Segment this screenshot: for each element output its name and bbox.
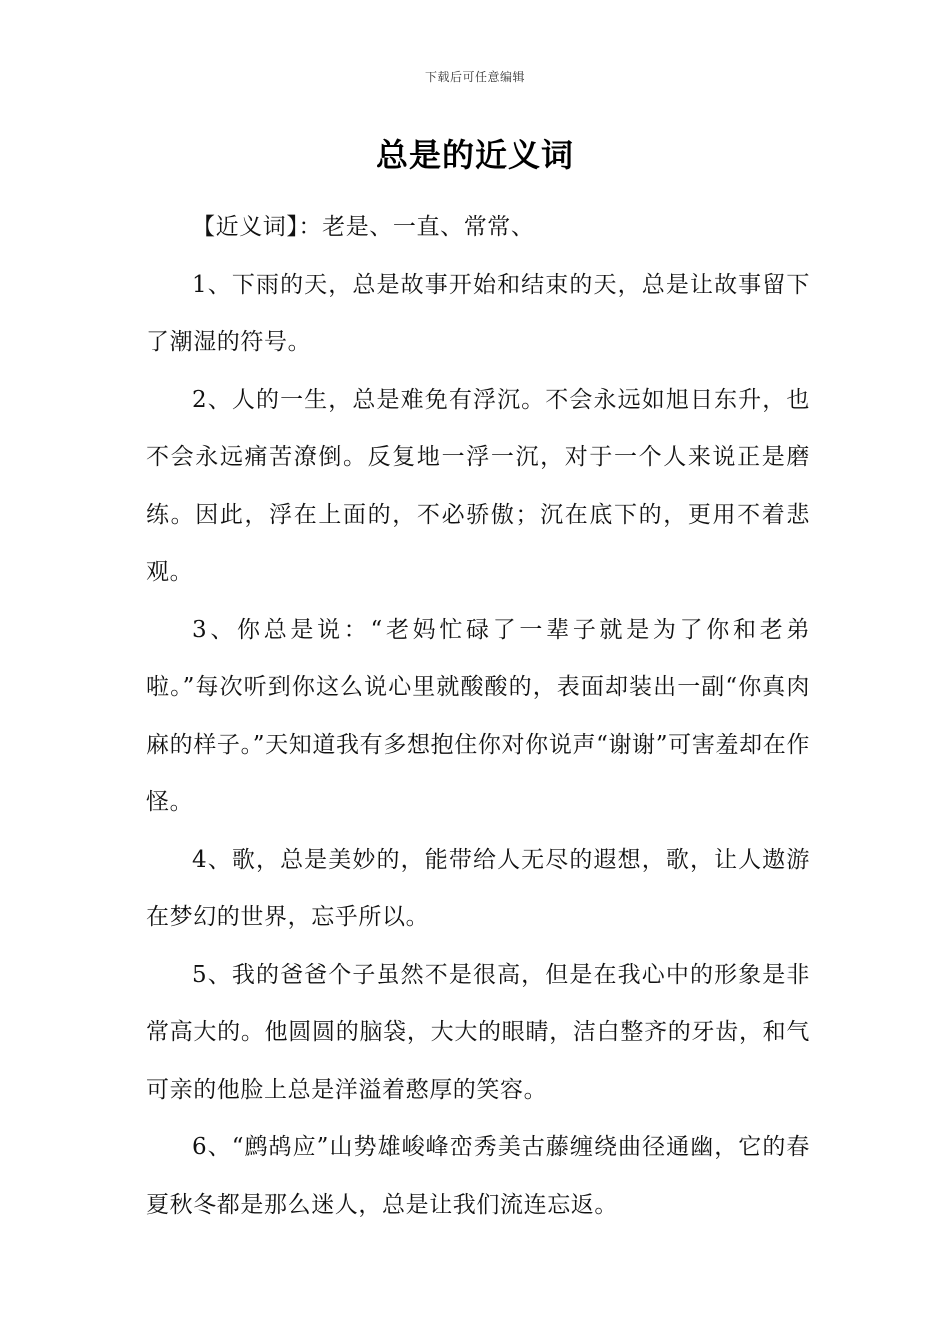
document-body — [146, 199, 810, 1234]
paragraph-example-4: 4、歌，总是美妙的，能带给人无尽的遐想，歌，让人遨游在梦幻的世界，忘乎所以。 — [146, 846, 810, 930]
paragraph-example-2: 2、人的一生，总是难免有浮沉。不会永远如旭日东升，也不会永远痛苦潦倒。反复地一浮一沉，对于一个人来说正是磨练。因此，浮在上面的，不必骄傲；沉在底下的，更用不着悲观。 — [146, 386, 810, 585]
paragraph-synonyms: 【近义词】：老是、一直、常常、 — [192, 214, 535, 240]
paragraph-example-3: 3、你总是说：“老妈忙碌了一辈子就是为了你和老弟啦。”每次听到你这么说心里就酸酸的，表面却装出一副“你真肉麻的样子。”天知道我有多想抱住你对你说声“谢谢”可害羞却在作怪。 — [146, 616, 810, 815]
document-title: 总是的近义词 — [375, 136, 574, 174]
paragraph-example-5: 5、我的爸爸个子虽然不是很高，但是在我心中的形象是非常高大的。他圆圆的脑袋，大大的眼睛，洁白整齐的牙齿，和气可亲的他脸上总是洋溢着憨厚的笑容。 — [146, 961, 810, 1103]
header-note: 下载后可任意编辑 — [424, 70, 525, 84]
paragraph-example-1: 1、下雨的天，总是故事开始和结束的天，总是让故事留下了潮湿的符号。 — [146, 271, 810, 355]
paragraph-example-6: 6、“鹧鸪应”山势雄峻峰峦秀美古藤缠绕曲径通幽，它的春夏秋冬都是那么迷人，总是让我们流连忘返。 — [146, 1134, 810, 1218]
